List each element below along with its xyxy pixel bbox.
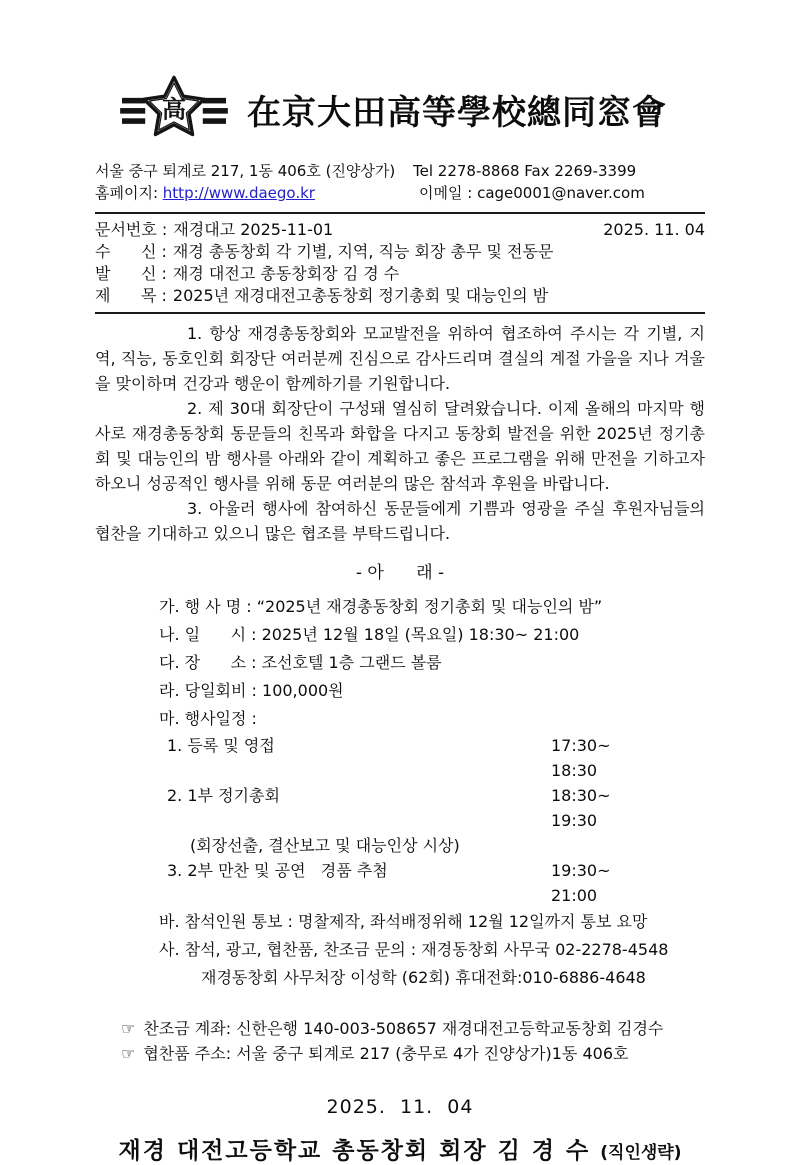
- body-text: [95, 321, 705, 546]
- footer-date: 2025. 11. 04: [326, 1096, 474, 1118]
- subject-row: [95, 285, 705, 307]
- left-bars-icon: [120, 98, 145, 124]
- email-label: 이메일 :: [419, 184, 473, 202]
- note-text: 찬조금 계좌: 신한은행 140-003-508657 재경대전고등학교동창회 김경수: [143, 1019, 664, 1038]
- recipient-row: [95, 241, 705, 263]
- doc-number-label: 문서번호 :: [95, 220, 168, 239]
- subject-value: 2025년 재경대전고총동창회 정기총회 및 대능인의 밤: [172, 286, 549, 305]
- school-emblem-icon: [115, 70, 233, 148]
- school-emblem-logo: [115, 70, 233, 148]
- schedule-list: [167, 733, 647, 908]
- detail-item-schedule-heading: 마. 행사일정 :: [159, 709, 257, 728]
- schedule-row: [167, 783, 647, 833]
- detail-item-venue: 다. 장 소 : 조선호텔 1층 그랜드 볼룸: [159, 653, 442, 672]
- detail-item-inquiry-contact: 재경동창회 사무처장 이성학 (62회) 휴대전화:010-6886-4648: [201, 968, 646, 987]
- paragraph-2: 2. 제 30대 회장단이 구성돼 열심히 달려왔습니다. 이제 올해의 마지막 행사로 재경총동창회 동문들의 친목과 화합을 다지고 동창회 발전을 위한 2025년 정기총회 및 대능인의 밤 행사를 아래와 같이 계획하고 좋은 프로그램을 위해 만전을 기하고자 하오니 성공적인 행사를 위해 동문 여러분의 많은 참석과 후원을 바랍니다.: [95, 399, 705, 493]
- schedule-label: 1. 등록 및 영접: [167, 736, 275, 755]
- doc-meta: [95, 219, 705, 307]
- notes-block: [121, 1016, 705, 1066]
- paragraph-1: 1. 항상 재경총동창회와 모교발전을 위하여 협조하여 주시는 각 기별, 지역, 직능, 동호인회 회장단 여러분께 진심으로 감사드리며 결실의 계절 가을을 지나 겨울을 맞이하며 건강과 행운이 함께하기를 기원합니다.: [95, 324, 705, 393]
- org-title: 在京大田高等學校總同窓會: [247, 92, 667, 133]
- schedule-row: [167, 858, 647, 908]
- contact-right: [413, 160, 705, 204]
- schedule-time: 17:30~ 18:30: [551, 736, 611, 780]
- detail-item-event-name: 가. 행 사 명 : “2025년 재경총동창회 정기총회 및 대능인의 밤”: [159, 597, 603, 616]
- detail-item-inquiry: 사. 참석, 광고, 협찬품, 찬조금 문의 : 재경동창회 사무국 02-2278-4548: [159, 940, 669, 959]
- pointing-hand-icon: ☞: [121, 1019, 136, 1038]
- homepage-label: 홈페이지:: [95, 184, 159, 202]
- org-address: 서울 중구 퇴계로 217, 1동 406호 (진양상가): [95, 162, 396, 180]
- schedule-label: 3. 2부 만찬 및 공연 경품 추첨: [167, 861, 388, 880]
- paragraph-3: 3. 아울러 행사에 참여하신 동문들에게 기쁨과 영광을 주실 후원자님들의 협찬을 기대하고 있으니 많은 협조를 부탁드립니다.: [95, 499, 705, 543]
- event-details: [159, 593, 705, 992]
- sender-row: [95, 263, 705, 285]
- email-value: cage0001@naver.com: [477, 184, 645, 202]
- schedule-label: 2. 1부 정기총회: [167, 786, 280, 805]
- note-text: 협찬품 주소: 서울 중구 퇴계로 217 (충무로 4가 진양상가)1동 406호: [143, 1044, 629, 1063]
- recipient-value: 재경 총동창회 각 기별, 지역, 직능 회장 총무 및 전동문: [172, 242, 554, 261]
- schedule-sub-note: (회장선출, 결산보고 및 대능인상 시상): [190, 836, 460, 855]
- divider-line-bottom: [95, 312, 705, 314]
- recipient-label: 수 신 :: [95, 242, 167, 261]
- detail-item-attendance-notice: 바. 참석인원 통보 : 명찰제작, 좌석배정위해 12월 12일까지 통보 요망: [159, 912, 648, 931]
- schedule-row: [167, 833, 647, 858]
- sender-value: 재경 대전고 총동창회장 김 경 수: [172, 264, 400, 283]
- schedule-time: 18:30~ 19:30: [551, 786, 611, 830]
- below-divider: - 아 래 -: [355, 563, 445, 583]
- right-bars-icon: [203, 98, 228, 124]
- sender-label: 발 신 :: [95, 264, 167, 283]
- note-line: [121, 1041, 705, 1066]
- schedule-row: [167, 733, 647, 783]
- detail-item-date-time: 나. 일 시 : 2025년 12월 18일 (목요일) 18:30~ 21:00: [159, 625, 580, 644]
- document-footer: [95, 1096, 705, 1165]
- doc-number-value: 재경대고 2025-11-01: [173, 220, 334, 239]
- doc-date: 2025. 11. 04: [603, 220, 705, 239]
- doc-number-row: [95, 219, 705, 241]
- homepage-link[interactable]: http://www.daego.kr: [162, 184, 315, 202]
- homepage-row: [95, 182, 413, 204]
- org-header: [115, 70, 705, 148]
- subject-label: 제 목 :: [95, 286, 167, 305]
- note-line: [121, 1016, 705, 1041]
- email-row: [413, 182, 705, 204]
- schedule-time: 19:30~ 21:00: [551, 861, 611, 905]
- signature-note: (직인생략): [600, 1143, 682, 1163]
- signature-text: 재경 대전고등학교 총동창회 회장 김 경 수: [118, 1138, 591, 1164]
- contact-left: [95, 160, 413, 204]
- pointing-hand-icon: ☞: [121, 1044, 136, 1063]
- contact-block: [95, 160, 705, 204]
- divider-line-top: [95, 212, 705, 214]
- tel-fax: Tel 2278-8868 Fax 2269-3399: [413, 162, 637, 180]
- signature-line: [95, 1132, 705, 1165]
- emblem-character: 高: [161, 94, 187, 124]
- detail-item-fee: 라. 당일회비 : 100,000원: [159, 681, 344, 700]
- schedule-time: [551, 833, 647, 858]
